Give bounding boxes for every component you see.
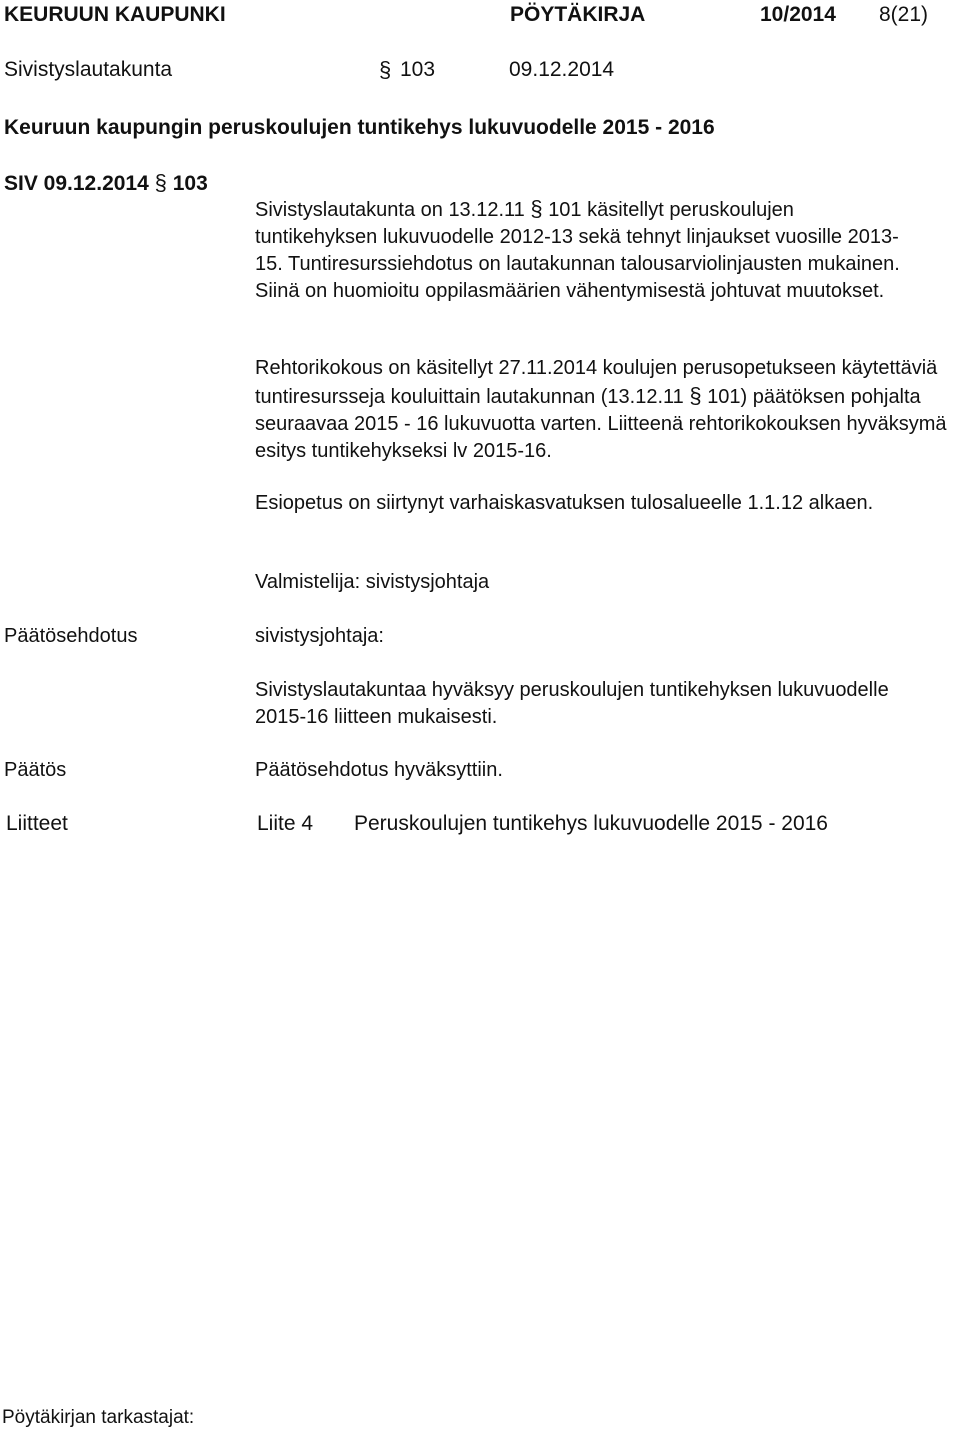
page-number: 8(21) (879, 3, 929, 26)
meeting-body: Sivistyslautakunta (4, 58, 173, 81)
proposal-presenter: sivistysjohtaja: (255, 625, 384, 647)
attachment-name: Peruskoulujen tuntikehys lukuvuodelle 2015 - 2016 (354, 812, 828, 835)
attachment-id: Liite 4 (257, 812, 314, 835)
paragraph-principals-meeting: Rehtorikokous on käsitellyt 27.11.2014 koulujen perusopetukseen käytettäviä tuntiresursseja kouluittain lautakunnan (13.12.11 § 101) päätöksen pohjalta seuraavaa 2015 - 16 lukuvuotta varten. Liitteenä rehtorikokouksen hyväksymä esitys tuntikehykseksi lv 2015-16. (255, 357, 947, 462)
document-number: 10/2014 (760, 3, 836, 26)
reference-section-symbol: § (154, 170, 167, 195)
preparer: Valmistelija: sivistysjohtaja (255, 571, 490, 593)
proposal-text: Sivistyslautakuntaa hyväksyy peruskoulujen tuntikehyksen lukuvuodelle 2015-16 liitteen mukaisesti. (255, 679, 889, 728)
attachments-label: Liitteet (6, 812, 68, 835)
reference-line (4, 170, 208, 196)
section-number: 103 (400, 58, 436, 81)
reference-number: 103 (172, 172, 208, 195)
section-symbol: § (530, 196, 543, 221)
decision-label: Päätös (4, 759, 67, 781)
document-type: PÖYTÄKIRJA (510, 3, 646, 26)
page-title: Keuruun kaupungin peruskoulujen tuntikehys lukuvuodelle 2015 - 2016 (4, 116, 715, 139)
section-symbol: § (379, 57, 392, 82)
decision-text: Päätösehdotus hyväksyttiin. (255, 759, 503, 781)
reviewers-label: Pöytäkirjan tarkastajat: (2, 1407, 195, 1428)
meeting-date: 09.12.2014 (509, 58, 615, 81)
proposal-label: Päätösehdotus (4, 625, 138, 647)
city-name: KEURUUN KAUPUNKI (4, 3, 226, 26)
paragraph-preschool: Esiopetus on siirtynyt varhaiskasvatuksen tulosalueelle 1.1.12 alkaen. (255, 492, 874, 514)
section-symbol: § (689, 383, 702, 408)
reference-prefix: SIV 09.12.2014 (4, 172, 149, 195)
paragraph-history: Sivistyslautakunta on 13.12.11 § 101 käsitellyt peruskoulujen tuntikehyksen lukuvuodelle 2012-13 sekä tehnyt linjaukset vuosille 2013-15. Tuntiresurssiehdotus on lautakunnan talousarviolinjausten mukainen. Siinä on huomioitu oppilasmäärien vähentymisestä johtuvat muutokset. (255, 196, 900, 302)
